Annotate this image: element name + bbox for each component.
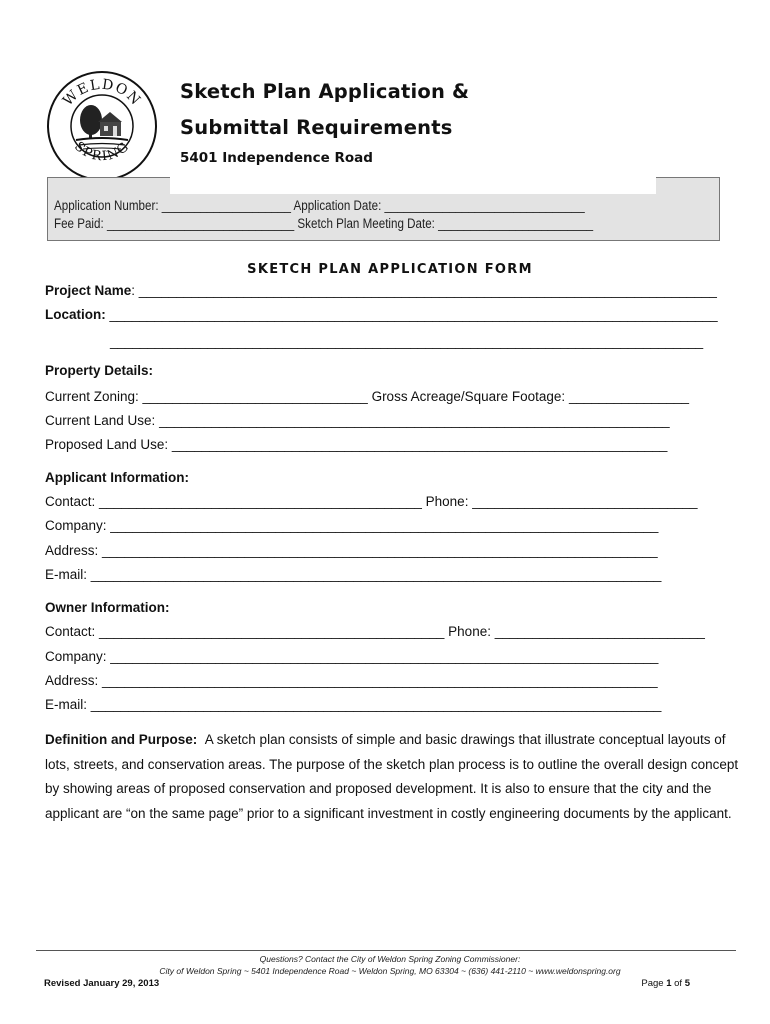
owner-info-heading: Owner Information: — [45, 600, 170, 615]
project-name-row — [45, 283, 717, 298]
location-field[interactable]: _________________________________________________________________________________ — [105, 307, 718, 322]
address-line1: 5401 Independence Road — [180, 150, 373, 166]
revised-date: Revised January 29, 2013 — [44, 978, 160, 989]
owner-company-row — [45, 649, 658, 664]
project-name-label: Project Name — [45, 283, 132, 298]
document-title-line2: Submittal Requirements — [180, 116, 453, 139]
owner-company-label: Company: — [45, 649, 107, 664]
footer-contact-line: City of Weldon Spring ~ 5401 Independence Road ~ Weldon Spring, MO 63304 ~ (636) 441-2110 ~ www.weldonspring.org — [159, 966, 621, 976]
page-number — [600, 978, 690, 989]
applicant-address-label: Address: — [45, 543, 99, 558]
owner-company-field[interactable]: _________________________________________________________________________ — [106, 649, 659, 664]
current-zoning-field[interactable]: ______________________________ — [138, 389, 368, 404]
property-details-heading: Property Details: — [45, 363, 154, 378]
owner-phone-label: Phone: — [448, 624, 491, 639]
owner-email-field[interactable]: ____________________________________________________________________________ — [87, 697, 662, 712]
application-number-field[interactable]: ____________________ — [161, 198, 291, 213]
page-current: 1 — [666, 978, 672, 989]
location-label: Location: — [45, 307, 106, 322]
proposed-land-use-field[interactable]: __________________________________________________________________ — [168, 437, 668, 452]
seal-text-bottom: SPRING — [71, 139, 133, 165]
applicant-contact-field[interactable]: ___________________________________________ — [95, 494, 422, 509]
applicant-address-field[interactable]: __________________________________________________________________________ — [98, 543, 658, 558]
gross-acreage-label: Gross Acreage/Square Footage: — [371, 389, 566, 404]
applicant-address-row — [45, 543, 658, 558]
meeting-date-field[interactable]: ________________________ — [438, 216, 594, 231]
office-row-2 — [54, 216, 593, 231]
applicant-company-label: Company: — [45, 518, 107, 533]
form-title: SKETCH PLAN APPLICATION FORM — [247, 262, 533, 277]
applicant-phone-label: Phone: — [425, 494, 469, 509]
owner-address-field[interactable]: __________________________________________________________________________ — [98, 673, 658, 688]
owner-address-label: Address: — [45, 673, 99, 688]
owner-email-label: E-mail: — [45, 697, 88, 712]
svg-text:SPRING — [71, 139, 133, 164]
current-zoning-label: Current Zoning: — [45, 389, 139, 404]
owner-address-row — [45, 673, 658, 688]
applicant-email-field[interactable]: ____________________________________________________________________________ — [87, 567, 662, 582]
applicant-company-field[interactable]: _________________________________________________________________________ — [106, 518, 659, 533]
definition-paragraph — [45, 728, 740, 826]
proposed-land-use-row — [45, 437, 667, 452]
weldon-spring-seal-logo — [46, 70, 158, 182]
owner-contact-row — [45, 624, 705, 639]
fee-paid-field[interactable]: _____________________________ — [106, 216, 295, 231]
meeting-date-label: Sketch Plan Meeting Date: — [297, 216, 435, 231]
applicant-email-row — [45, 567, 661, 582]
current-land-use-label: Current Land Use: — [45, 413, 156, 428]
current-land-use-row — [45, 413, 670, 428]
seal-text-top: WELDON — [59, 76, 145, 110]
location-row — [45, 307, 718, 322]
applicant-contact-label: Contact: — [45, 494, 96, 509]
applicant-info-heading: Applicant Information: — [45, 470, 189, 485]
footer-divider — [36, 950, 736, 951]
page-total: 5 — [684, 978, 690, 989]
current-land-use-field[interactable]: ____________________________________________________________________ — [155, 413, 670, 428]
application-date-label: Application Date: — [293, 198, 382, 213]
applicant-contact-row — [45, 494, 697, 509]
project-name-field[interactable]: : _____________________________________________________________________________ — [131, 283, 717, 298]
page-prefix: Page — [641, 978, 667, 989]
page-of: of — [671, 978, 685, 989]
definition-label: Definition and Purpose: — [45, 732, 198, 747]
owner-email-row — [45, 697, 661, 712]
owner-phone-field[interactable]: ____________________________ — [490, 624, 705, 639]
owner-contact-field[interactable]: ______________________________________________ — [95, 624, 445, 639]
owner-contact-label: Contact: — [45, 624, 96, 639]
applicant-email-label: E-mail: — [45, 567, 88, 582]
gross-acreage-field[interactable]: ________________ — [565, 389, 690, 404]
application-number-label: Application Number: — [54, 198, 159, 213]
office-row-1 — [54, 198, 585, 213]
proposed-land-use-label: Proposed Land Use: — [45, 437, 169, 452]
fee-paid-label: Fee Paid: — [54, 216, 104, 231]
document-title-line1: Sketch Plan Application & — [180, 80, 470, 103]
application-date-field[interactable]: _______________________________ — [384, 198, 585, 213]
office-use-box-notch — [170, 170, 656, 194]
zoning-row — [45, 389, 689, 404]
location-field-continued[interactable]: _______________________________________________________________________________ — [110, 334, 704, 349]
applicant-phone-field[interactable]: ______________________________ — [468, 494, 698, 509]
definition-text: A sketch plan consists of simple and basic drawings that illustrate conceptual layouts of lots, streets, and conservation areas. The purpose of the sketch plan process is to outline the overall design concept by showing areas of proposed conservation and proposed development. It is also to ensure that the city and the applicant are “on the same page” prior to a significant investment in costly engineering documents by the applicant. — [45, 732, 739, 821]
applicant-company-row — [45, 518, 658, 533]
footer-questions: Questions? Contact the City of Weldon Spring Zoning Commissioner: — [259, 954, 521, 964]
